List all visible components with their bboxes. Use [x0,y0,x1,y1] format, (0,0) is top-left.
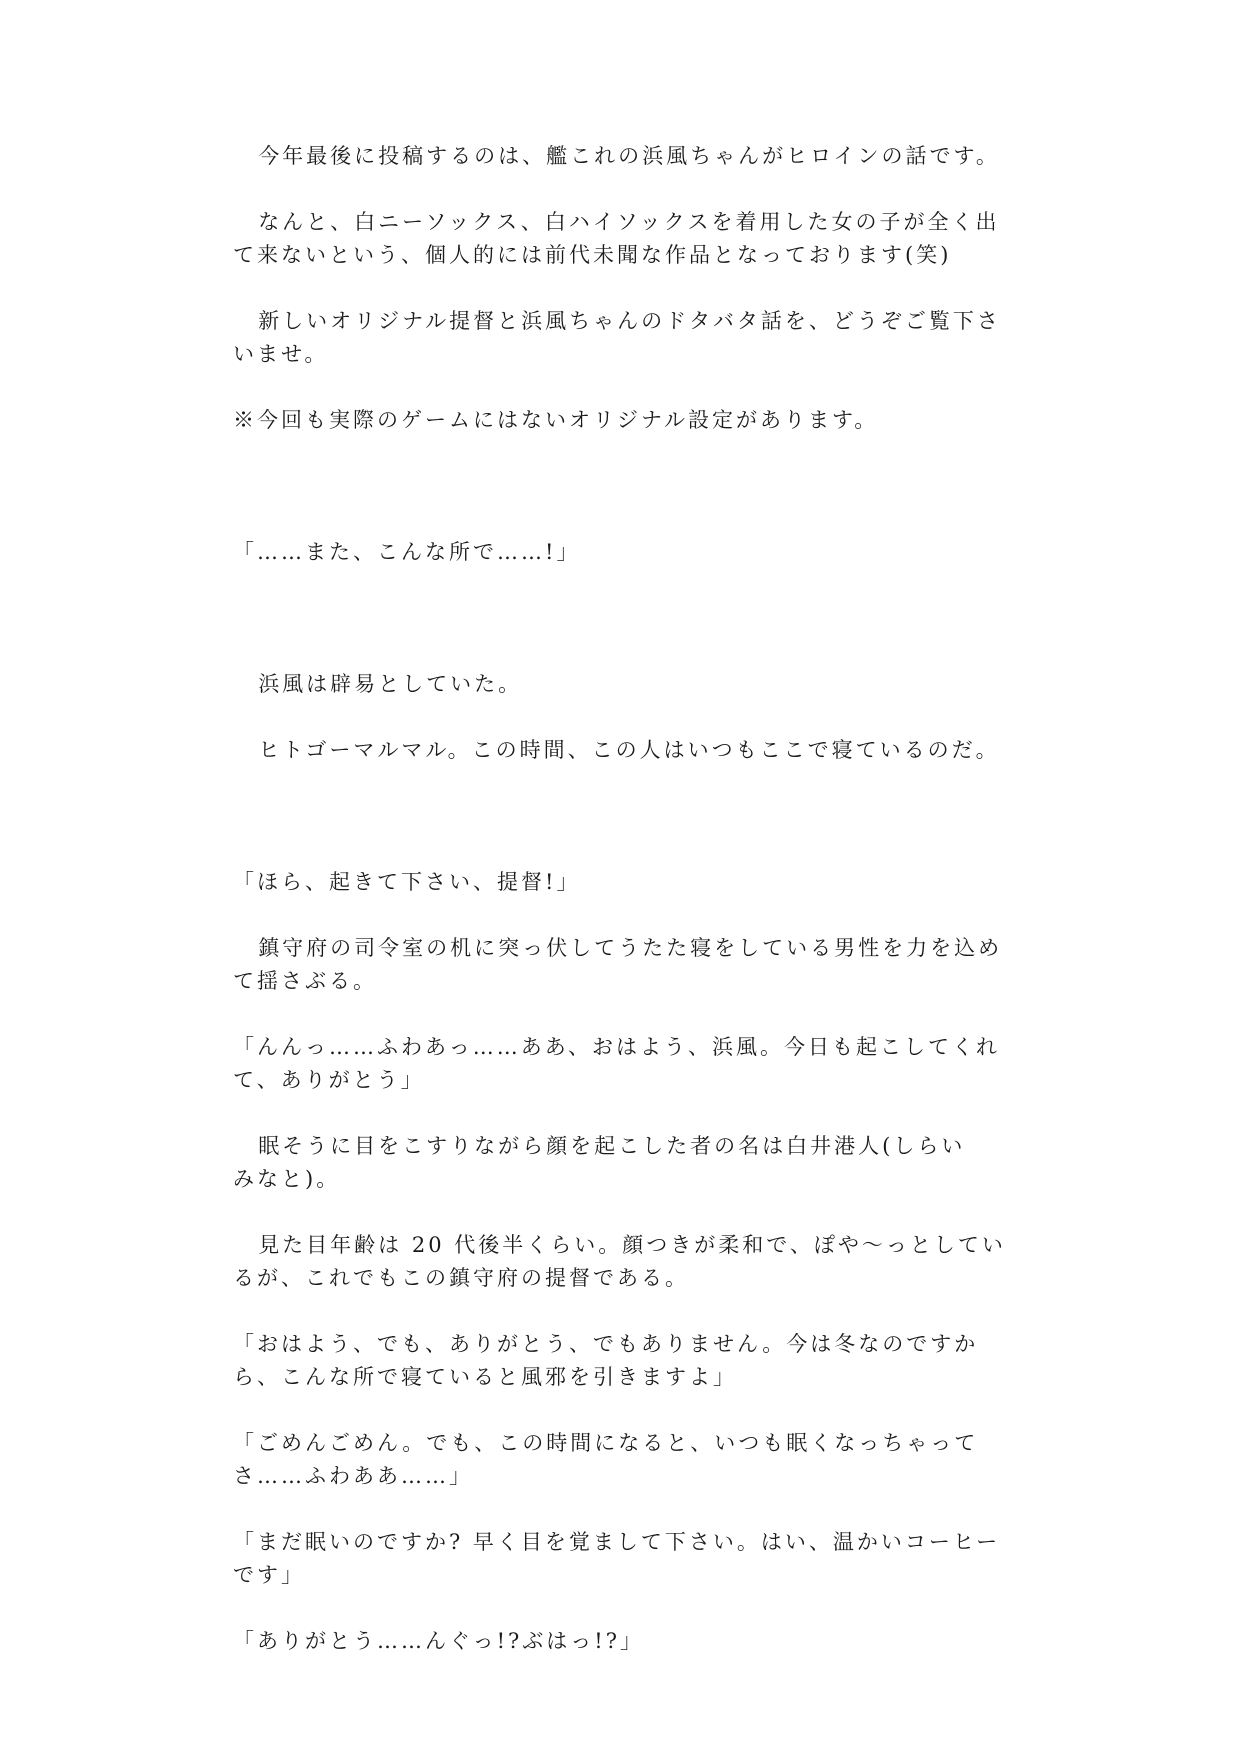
dialogue-line: 「ごめんごめん。でも、この時間になると、いつも眠くなっちゃってさ……ふわああ……」 [233,1431,979,1488]
section-gap [233,602,1013,668]
body-text [233,140,1013,1691]
narration-line: 眠そうに目をこすりながら顔を起こした者の名は白井港人(しらい みなと)。 [233,1134,990,1191]
dialogue-line: 「……また、こんな所で……!」 [233,540,581,564]
paragraph-invitation: 新しいオリジナル提督と浜風ちゃんのドタバタ話を、どうぞご覧下さいませ。 [233,309,1001,366]
dialogue-line: 「おはよう、でも、ありがとう、でもありません。今は冬なのですから、こんな所で寝ていると風邪を引きますよ」 [233,1332,979,1389]
paragraph-no-socks: なんと、白ニーソックス、白ハイソックスを着用した女の子が全く出て来ないという、個人的には前代未聞な作品となっております(笑) [233,210,1000,267]
narration-line: 見た目年齢は 20 代後半くらい。顔つきが柔和で、ぽや〜っとしているが、これでもこの鎮守府の提督である。 [233,1233,1006,1290]
narration-line: ヒトゴーマルマル。この時間、この人はいつもここで寝ているのだ。 [258,738,1000,762]
dialogue-line: 「まだ眠いのですか? 早く目を覚まして下さい。はい、温かいコーヒーです」 [233,1530,1001,1587]
dialogue-line: 「ありがとう……んぐっ!?ぶはっ!?」 [233,1629,644,1653]
dialogue-line: 「ほら、起きて下さい、提督!」 [233,870,581,894]
section-gap [233,800,1013,866]
paragraph-note: ※今回も実際のゲームにはないオリジナル設定があります。 [233,408,879,432]
paragraph-intro: 今年最後に投稿するのは、艦これの浜風ちゃんがヒロインの話です。 [258,144,1000,168]
section-gap [233,470,1013,536]
narration-line: 鎮守府の司令室の机に突っ伏してうたた寝をしている男性を力を込めて揺さぶる。 [233,936,1003,993]
dialogue-line: 「んんっ……ふわあっ……ああ、おはよう、浜風。今日も起こしてくれて、ありがとう」 [233,1035,1000,1092]
narration-line: 浜風は辟易としていた。 [258,672,523,696]
